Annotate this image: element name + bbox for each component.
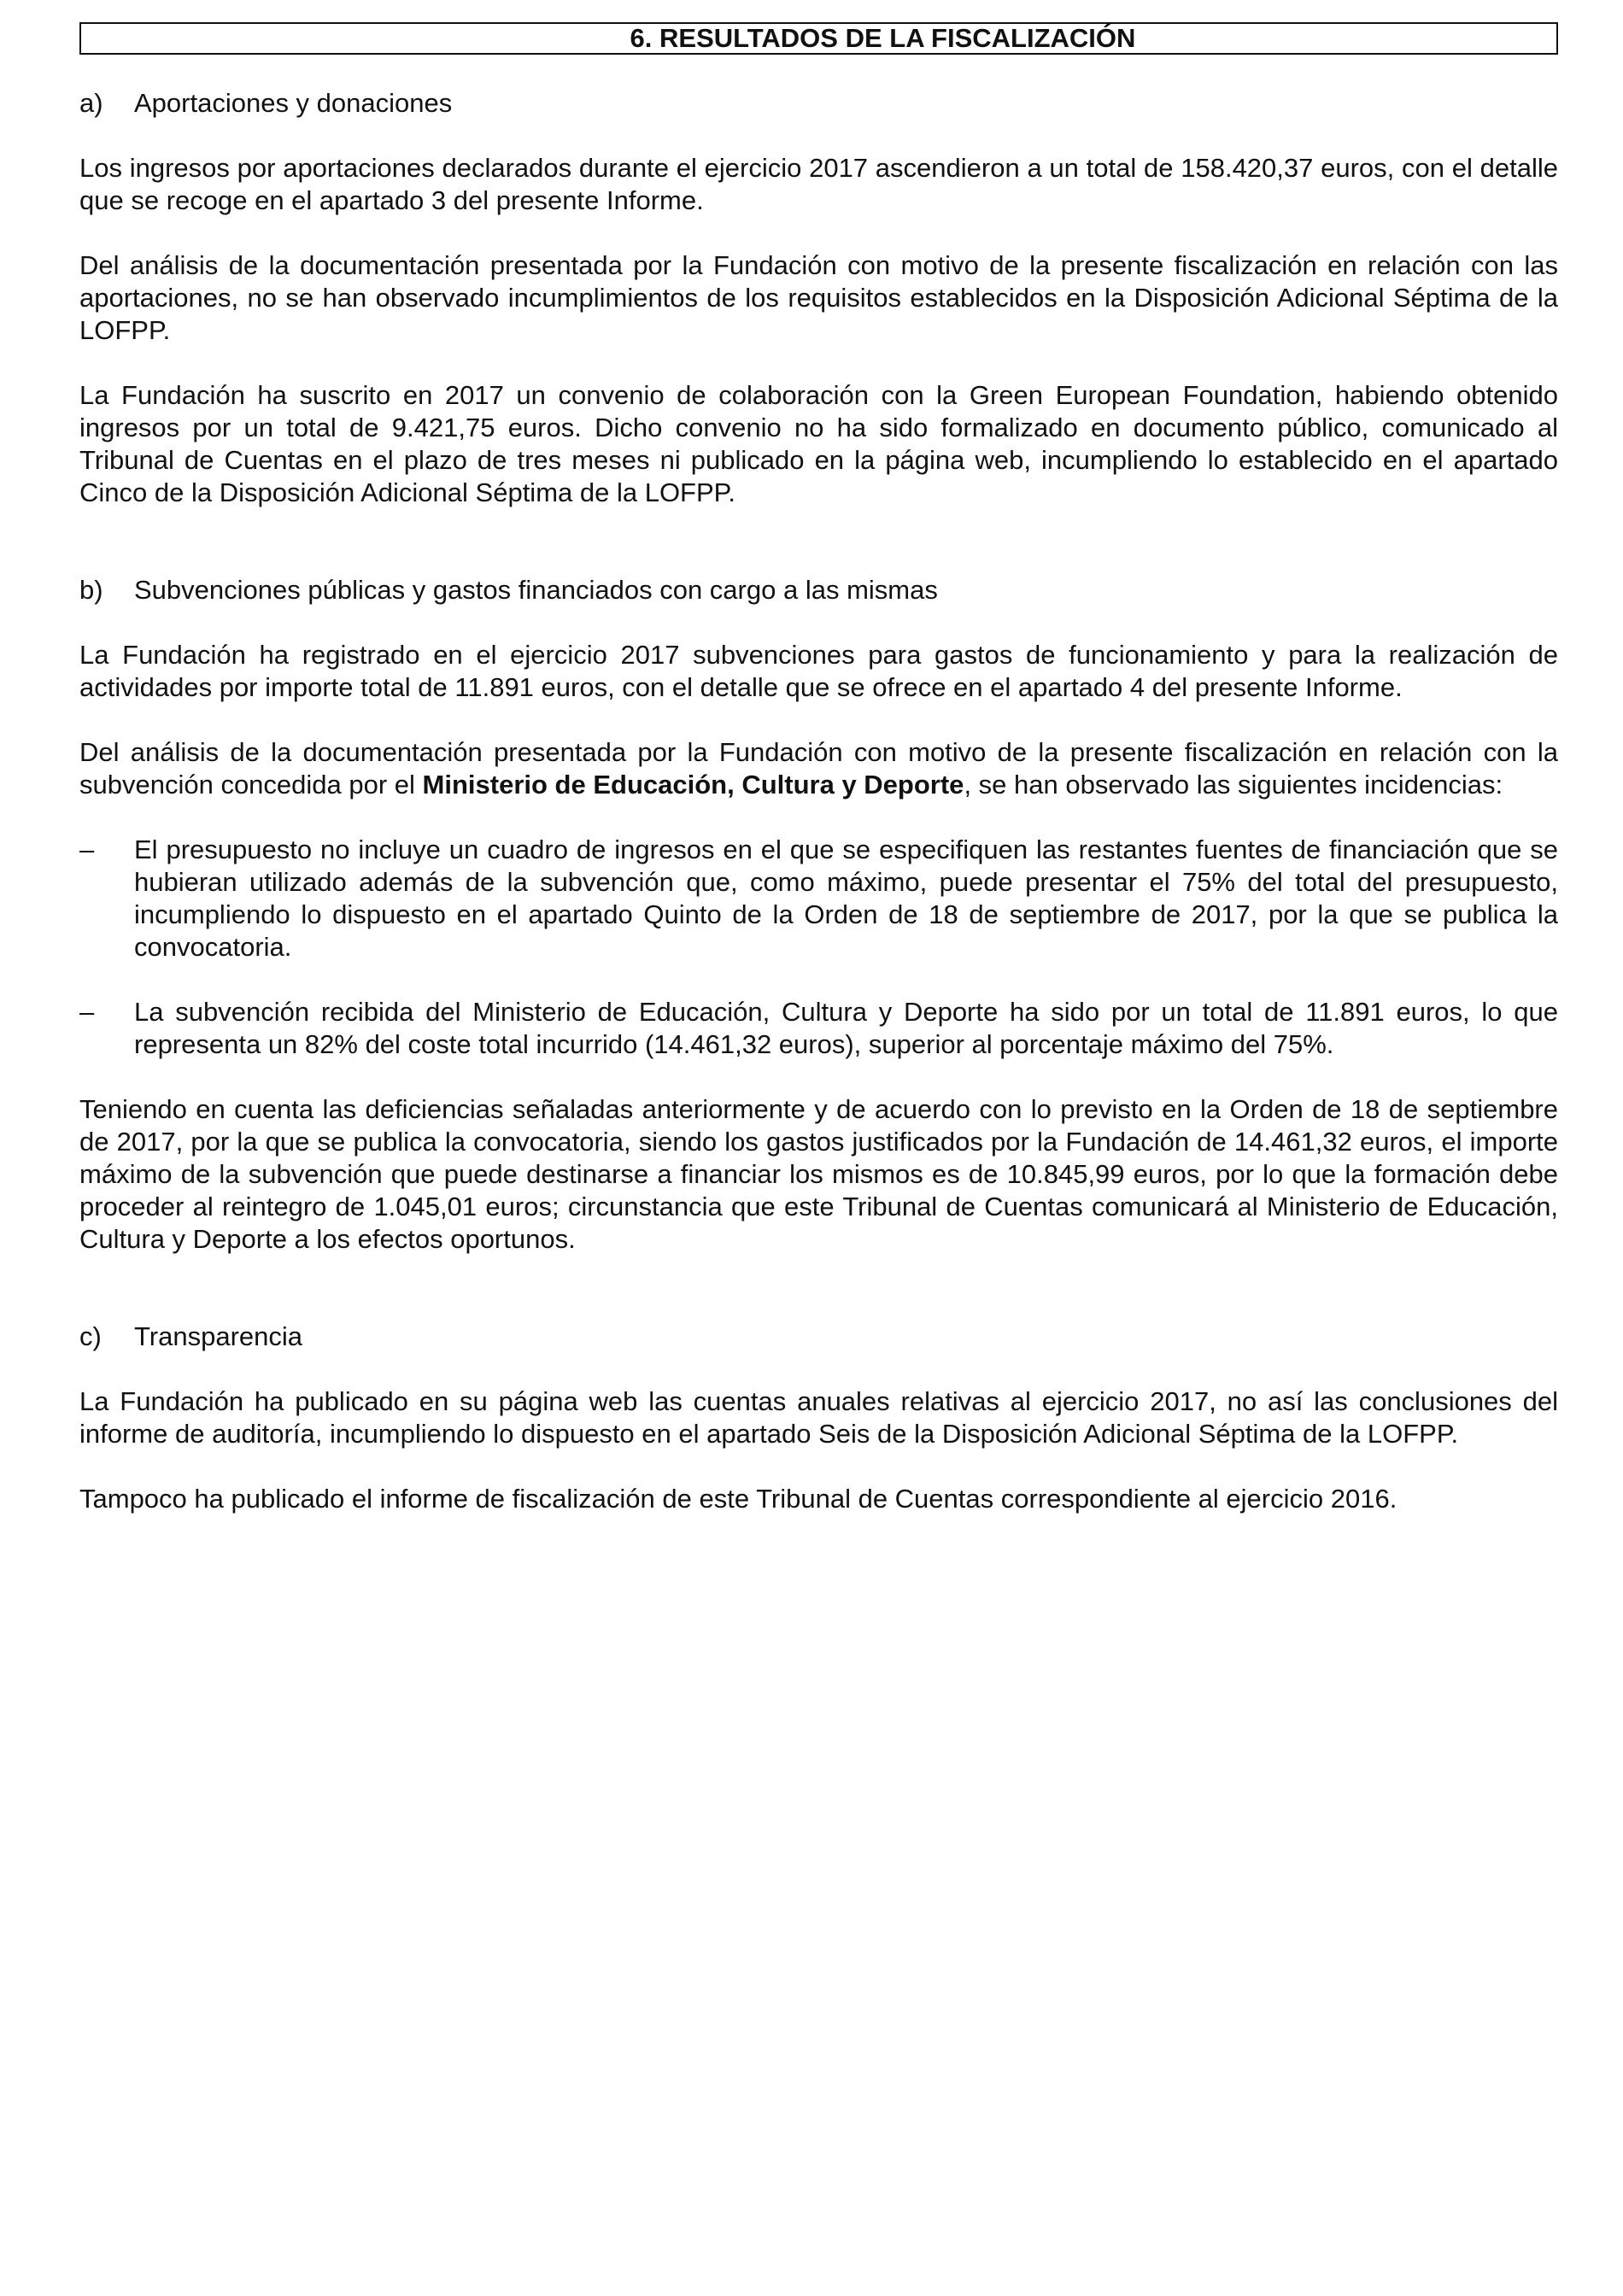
heading-aportaciones [79, 87, 1558, 120]
heading-letter: a) [79, 88, 103, 118]
document-page [79, 22, 1558, 1515]
bullet-item [79, 834, 1558, 964]
paragraph-subvenciones-analisis [79, 736, 1558, 801]
paragraph-transparencia-cuentas: La Fundación ha publicado en su página web las cuentas anuales relativas al ejercicio 2017, no así las conclusiones del informe de auditoría, incumpliendo lo dispuesto en el apartado Seis de la Disposición Adicional Séptima de la LOFPP. [79, 1386, 1558, 1449]
paragraph-aportaciones-analisis: Del análisis de la documentación presentada por la Fundación con motivo de la presente fiscalización en relación con las aportaciones, no se han observado incumplimientos de los requisitos establecidos en la Disposición Adicional Séptima de la LOFPP. [79, 250, 1558, 345]
dash-marker: – [79, 997, 95, 1027]
heading-text: Aportaciones y donaciones [134, 88, 453, 118]
paragraph-subvenciones-reintegro: Teniendo en cuenta las deficiencias señaladas anteriormente y de acuerdo con lo previsto en la Orden de 18 de septiembre de 2017, por la que se publica la convocatoria, siendo los gastos justificados por la Fundación de 14.461,32 euros, el importe máximo de la subvención que puede destinarse a financiar los mismos es de 10.845,99 euros, por lo que la formación debe proceder al reintegro de 1.045,01 euros; circunstancia que este Tribunal de Cuentas comunicará al Ministerio de Educación, Cultura y Deporte a los efectos oportunos. [79, 1094, 1558, 1254]
bullet-text: El presupuesto no incluye un cuadro de ingresos en el que se especifiquen las restantes fuentes de financiación que se hubieran utilizado además de la subvención que, como máximo, puede presentar el 75% del total del presupuesto, incumpliendo lo dispuesto en el apartado Quinto de la Orden de 18 de septiembre de 2017, por la que se publica la convocatoria. [134, 835, 1558, 962]
section-title: 6. RESULTADOS DE LA FISCALIZACIÓN [79, 22, 1558, 55]
paragraph-aportaciones-convenio: La Fundación ha suscrito en 2017 un convenio de colaboración con la Green European Foundation, habiendo obtenido ingresos por un total de 9.421,75 euros. Dicho convenio no ha sido formalizado en documento público, comunicado al Tribunal de Cuentas en el plazo de tres meses ni publicado en la página web, incumpliendo lo establecido en el apartado Cinco de la Disposición Adicional Séptima de la LOFPP. [79, 380, 1558, 507]
ministry-name: Ministerio de Educación, Cultura y Deporte [422, 770, 964, 800]
heading-text: Transparencia [134, 1321, 303, 1351]
dash-marker: – [79, 835, 95, 864]
heading-letter: c) [79, 1321, 102, 1351]
heading-subvenciones [79, 574, 1558, 606]
bullet-text: La subvención recibida del Ministerio de Educación, Cultura y Deporte ha sido por un total de 11.891 euros, lo que representa un 82% del coste total incurrido (14.461,32 euros), superior al porcentaje máximo del 75%. [134, 997, 1558, 1059]
bullet-item [79, 996, 1558, 1061]
heading-text: Subvenciones públicas y gastos financiados con cargo a las mismas [134, 575, 938, 605]
heading-letter: b) [79, 575, 103, 605]
paragraph-text: , se han observado las siguientes incidencias: [964, 770, 1503, 800]
paragraph-text: Del análisis de la documentación presentada por la Fundación con motivo de la presente fiscalización en relación con la subvención concedida por el [79, 737, 1558, 800]
paragraph-subvenciones-registro: La Fundación ha registrado en el ejercicio 2017 subvenciones para gastos de funcionamiento y para la realización de actividades por importe total de 11.891 euros, con el detalle que se ofrece en el apartado 4 del presente Informe. [79, 640, 1558, 702]
paragraph-aportaciones-total: Los ingresos por aportaciones declarados durante el ejercicio 2017 ascendieron a un total de 158.420,37 euros, con el detalle que se recoge en el apartado 3 del presente Informe. [79, 153, 1558, 215]
paragraph-transparencia-informe: Tampoco ha publicado el informe de fiscalización de este Tribunal de Cuentas correspondiente al ejercicio 2016. [79, 1484, 1397, 1514]
heading-transparencia [79, 1321, 1558, 1353]
